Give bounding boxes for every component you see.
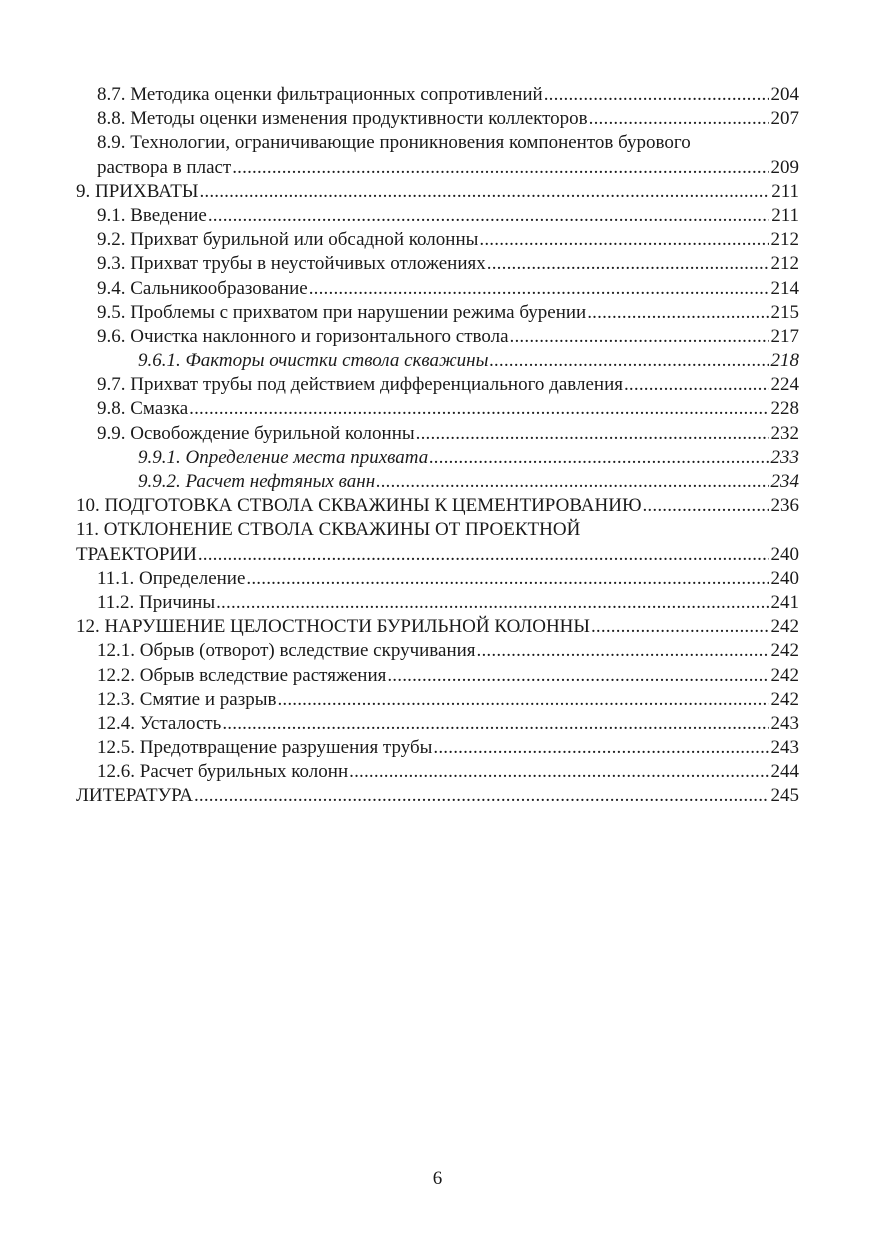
toc-entry-title: 12.1. Обрыв (отворот) вследствие скручивания	[97, 640, 476, 662]
toc-entry-page: 211	[771, 180, 799, 202]
dot-leader	[591, 615, 769, 639]
toc-entry-title: 9.2. Прихват бурильной или обсадной колонны	[97, 229, 479, 251]
dot-leader	[589, 107, 769, 131]
toc-entry-title-line: 8.9. Технологии, ограничивающие проникновения компонентов бурового	[97, 132, 691, 154]
dot-leader	[246, 567, 768, 591]
toc-entry-page: 242	[770, 640, 799, 662]
toc-entry-page: 207	[770, 108, 799, 130]
toc-entry[interactable]	[76, 131, 799, 179]
toc-entry[interactable]	[76, 83, 799, 107]
toc-entry[interactable]	[76, 397, 799, 421]
dot-leader	[216, 591, 768, 615]
toc-entry-page: 242	[770, 688, 799, 710]
toc-entry-title: 11.1. Определение	[97, 567, 246, 589]
toc-entry[interactable]	[76, 494, 799, 518]
toc-entry-page: 241	[770, 591, 799, 613]
toc-entry[interactable]	[76, 446, 799, 470]
dot-leader	[387, 664, 768, 688]
toc-entry-title: 9.8. Смазка	[97, 398, 189, 420]
toc-entry-title: ТРАЕКТОРИИ	[76, 543, 197, 565]
toc-entry-page: 245	[770, 785, 799, 807]
toc-entry-page: 240	[770, 543, 799, 565]
dot-leader	[479, 228, 768, 252]
table-of-contents	[76, 83, 799, 809]
toc-entry[interactable]	[76, 349, 799, 373]
toc-entry-page: 218	[770, 350, 799, 372]
toc-entry[interactable]	[76, 180, 799, 204]
dot-leader	[510, 325, 769, 349]
toc-entry-title: 11.2. Причины	[97, 591, 216, 613]
toc-entry-title: раствора в пласт	[97, 156, 232, 178]
toc-entry-title: ЛИТЕРАТУРА	[76, 785, 193, 807]
toc-entry-title: 9.4. Сальникообразование	[97, 277, 308, 299]
toc-entry-page: 212	[770, 229, 799, 251]
toc-entry[interactable]	[76, 252, 799, 276]
toc-entry-title: 9.9.2. Расчет нефтяных ванн	[138, 471, 376, 492]
toc-entry-page: 217	[770, 325, 799, 347]
dot-leader	[199, 180, 769, 204]
toc-entry-title: 9.1. Введение	[97, 204, 207, 226]
toc-entry[interactable]	[76, 736, 799, 760]
dot-leader	[489, 349, 768, 373]
toc-entry-page: 211	[771, 204, 799, 226]
toc-entry[interactable]	[76, 277, 799, 301]
dot-leader	[277, 688, 768, 712]
toc-entry[interactable]	[76, 664, 799, 688]
toc-entry[interactable]	[76, 591, 799, 615]
dot-leader	[349, 760, 768, 784]
toc-entry[interactable]	[76, 470, 799, 494]
dot-leader	[624, 373, 769, 397]
toc-entry-title: 12.4. Усталость	[97, 712, 222, 734]
dot-leader	[194, 784, 769, 808]
dot-leader	[198, 543, 769, 567]
toc-entry[interactable]	[76, 373, 799, 397]
toc-entry-title: 12.6. Расчет бурильных колонн	[97, 761, 349, 783]
dot-leader	[416, 422, 769, 446]
toc-entry[interactable]	[76, 615, 799, 639]
dot-leader	[376, 470, 768, 494]
toc-entry-title: 8.8. Методы оценки изменения продуктивности коллекторов	[97, 108, 588, 130]
toc-entry-title: 9.9. Освобождение бурильной колонны	[97, 422, 415, 444]
toc-entry-page: 244	[770, 761, 799, 783]
dot-leader	[477, 639, 769, 663]
toc-entry-page: 232	[770, 422, 799, 444]
page-number: 6	[432, 1168, 443, 1189]
toc-entry-title: 9.7. Прихват трубы под действием дифференциального давления	[97, 374, 623, 396]
dot-leader	[433, 736, 768, 760]
toc-entry-page: 240	[770, 567, 799, 589]
toc-entry-page: 236	[770, 495, 799, 517]
toc-entry-page: 228	[770, 398, 799, 420]
toc-entry-title: 9.6.1. Факторы очистки ствола скважины	[138, 350, 489, 372]
toc-entry-title: 10. ПОДГОТОВКА СТВОЛА СКВАЖИНЫ К ЦЕМЕНТИРОВАНИЮ	[76, 495, 642, 517]
dot-leader	[429, 446, 768, 470]
toc-entry[interactable]	[76, 518, 799, 566]
dot-leader	[232, 156, 768, 180]
toc-entry-title: 12.2. Обрыв вследствие растяжения	[97, 664, 387, 686]
toc-entry-page: 242	[770, 616, 799, 638]
toc-entry[interactable]	[76, 688, 799, 712]
dot-leader	[544, 83, 769, 107]
toc-entry-title: 9.3. Прихват трубы в неустойчивых отложениях	[97, 253, 486, 275]
dot-leader	[189, 397, 768, 421]
toc-entry-title: 9.9.1. Определение места прихвата	[138, 446, 429, 468]
toc-entry[interactable]	[76, 228, 799, 252]
toc-entry[interactable]	[76, 567, 799, 591]
toc-entry-page: 243	[770, 737, 799, 759]
toc-entry-title: 12.5. Предотвращение разрушения трубы	[97, 737, 433, 759]
toc-entry-page: 209	[770, 156, 799, 178]
dot-leader	[208, 204, 769, 228]
dot-leader	[642, 494, 768, 518]
toc-entry-title: 9. ПРИХВАТЫ	[76, 180, 199, 202]
toc-entry[interactable]	[76, 712, 799, 736]
toc-entry[interactable]	[76, 639, 799, 663]
toc-entry-page: 215	[770, 301, 799, 323]
toc-entry[interactable]	[76, 107, 799, 131]
toc-entry-page: 212	[770, 253, 799, 275]
toc-entry[interactable]	[76, 784, 799, 808]
toc-entry-title: 12.3. Смятие и разрыв	[97, 688, 277, 710]
toc-entry-title-line: 11. ОТКЛОНЕНИЕ СТВОЛА СКВАЖИНЫ ОТ ПРОЕКТНОЙ	[76, 519, 581, 541]
toc-entry-title: 9.6. Очистка наклонного и горизонтального ствола	[97, 325, 509, 347]
toc-entry-page: 242	[770, 664, 799, 686]
dot-leader	[309, 277, 769, 301]
toc-entry[interactable]	[76, 325, 799, 349]
toc-entry-page: 214	[770, 277, 799, 299]
toc-entry-title: 8.7. Методика оценки фильтрационных сопротивлений	[97, 84, 543, 105]
dot-leader	[222, 712, 768, 736]
dot-leader	[587, 301, 768, 325]
toc-entry-page: 233	[770, 446, 799, 468]
toc-entry-title: 12. НАРУШЕНИЕ ЦЕЛОСТНОСТИ БУРИЛЬНОЙ КОЛОННЫ	[76, 616, 590, 638]
toc-entry-page: 234	[770, 471, 799, 492]
toc-entry[interactable]	[76, 422, 799, 446]
toc-entry[interactable]	[76, 204, 799, 228]
toc-entry[interactable]	[76, 301, 799, 325]
dot-leader	[487, 252, 769, 276]
toc-entry[interactable]	[76, 760, 799, 784]
toc-entry-page: 243	[770, 712, 799, 734]
toc-entry-page: 224	[770, 374, 799, 396]
toc-entry-page: 204	[770, 84, 799, 105]
toc-entry-title: 9.5. Проблемы с прихватом при нарушении режима бурении	[97, 301, 587, 323]
